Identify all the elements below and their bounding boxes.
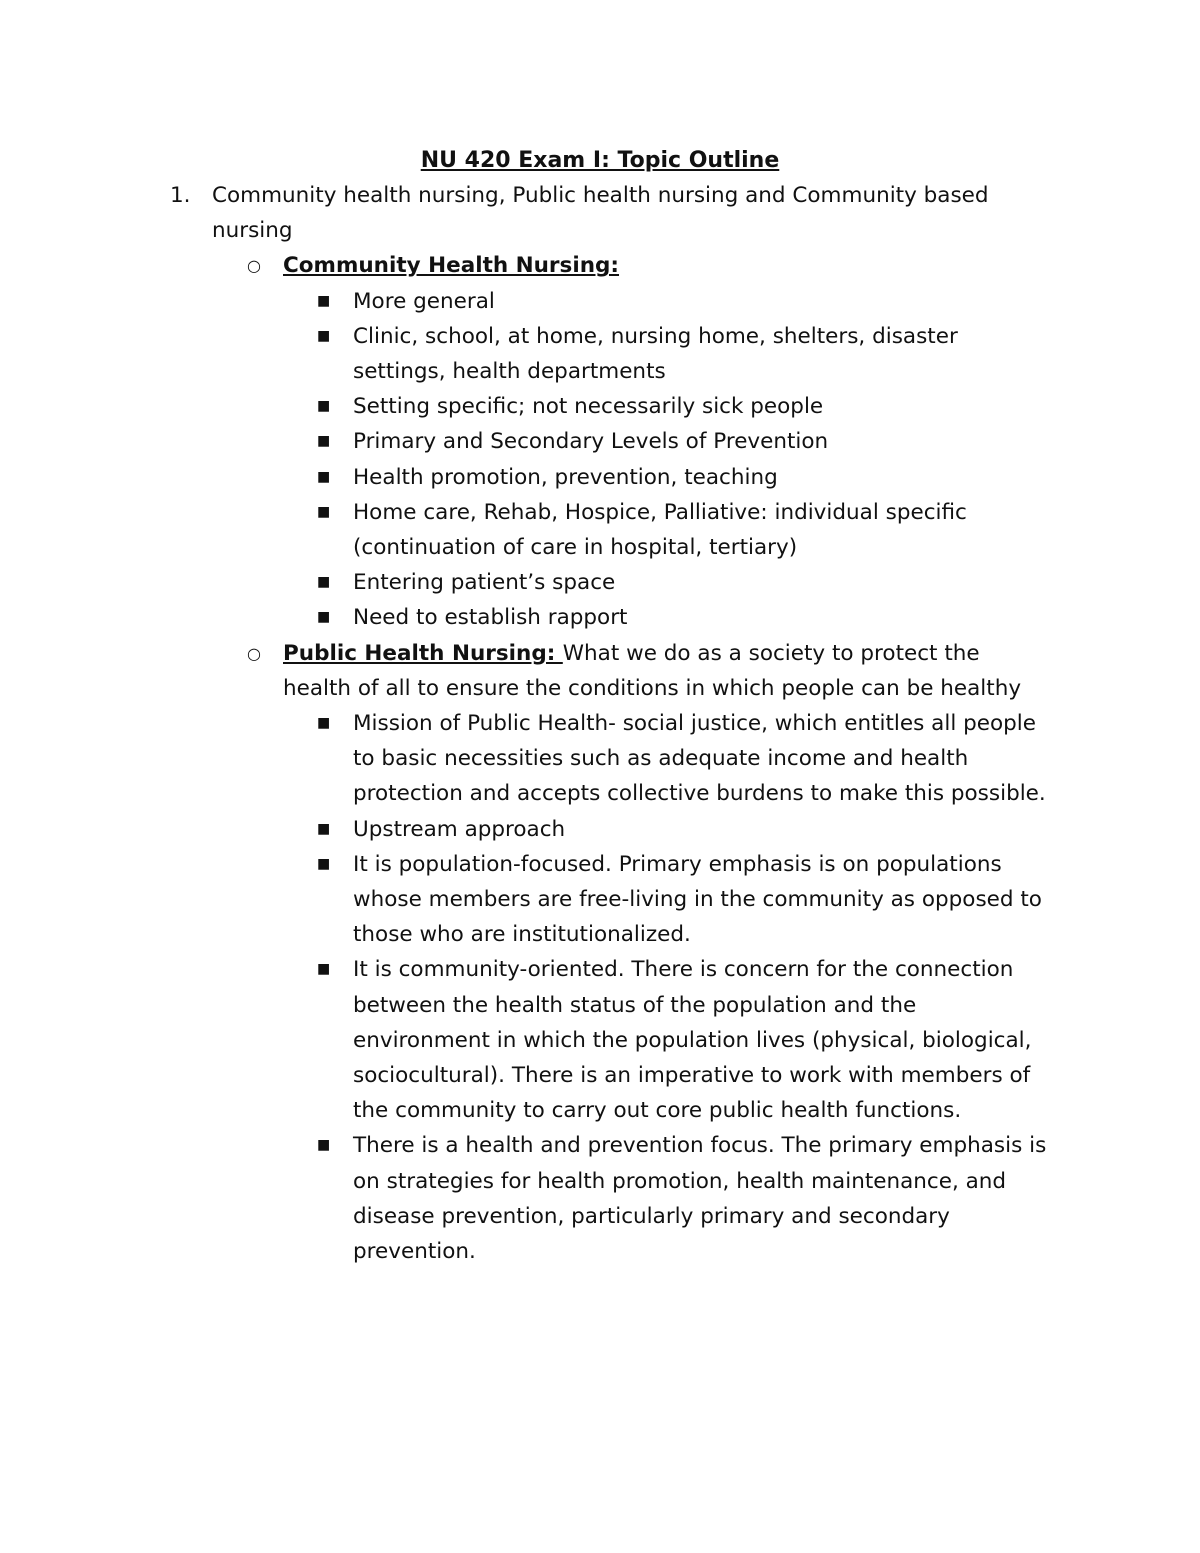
square-bullet-icon: ■ [317, 398, 331, 415]
list-item [0, 952, 1200, 1128]
square-bullet-icon: ■ [317, 292, 331, 309]
list-item-text: Upstream approach [353, 816, 566, 842]
square-bullet-icon: ■ [317, 574, 331, 591]
section-definition: What we do as a society to protect the health of all to ensure the conditions in which people can be healthy [283, 640, 1022, 701]
square-bullet-icon: ■ [317, 503, 331, 520]
square-bullet-icon: ■ [317, 1137, 331, 1154]
list-item [0, 565, 1200, 600]
list-item [0, 847, 1200, 953]
list-item-text: There is a health and prevention focus. The primary emphasis is on strategies for health promotion, health maintenance, and disease prevention, particularly primary and secondary prevention. [353, 1133, 1047, 1265]
section-community-health-nursing [0, 248, 1200, 283]
circle-bullet-icon: ○ [247, 643, 261, 663]
list-item [0, 389, 1200, 424]
list-item-text: Setting specific; not necessarily sick people [353, 394, 824, 420]
list-item [0, 600, 1200, 635]
list-item-text: Entering patient’s space [353, 570, 616, 596]
list-item-text: Primary and Secondary Levels of Prevention [353, 429, 829, 455]
list-item [0, 424, 1200, 459]
circle-bullet-icon: ○ [247, 256, 261, 276]
list-item [0, 1128, 1200, 1269]
list-number: 1. [170, 183, 191, 208]
list-item [0, 495, 1200, 565]
topic-outline [0, 178, 1200, 1269]
list-item [0, 706, 1200, 812]
page-title: NU 420 Exam I: Topic Outline [420, 148, 780, 173]
list-item [0, 812, 1200, 847]
square-bullet-icon: ■ [317, 961, 331, 978]
square-bullet-icon: ■ [317, 715, 331, 732]
section-heading: Community Health Nursing: [283, 253, 620, 279]
list-item-text: It is population-focused. Primary emphasis is on populations whose members are free-living in the community as opposed to those who are institutionalized. [353, 851, 1042, 948]
list-item-text: It is community-oriented. There is concern for the connection between the health status of the population and the environment in which the population lives (physical, biological, sociocultural). There is an imperative to work with members of the community to carry out core public health functions. [353, 957, 1032, 1124]
square-bullet-icon: ■ [317, 327, 331, 344]
list-item-text: Health promotion, prevention, teaching [353, 464, 778, 490]
list-item-text: More general [353, 288, 495, 314]
square-bullet-icon: ■ [317, 433, 331, 450]
list-item [0, 319, 1200, 389]
section-public-health-nursing [0, 636, 1200, 706]
outline-item-text: Community health nursing, Public health nursing and Community based nursing [212, 183, 989, 244]
list-item [0, 460, 1200, 495]
list-item-text: Home care, Rehab, Hospice, Palliative: individual specific (continuation of care in hospital, tertiary) [353, 499, 967, 561]
list-item-text: Need to establish rapport [353, 605, 628, 631]
square-bullet-icon: ■ [317, 609, 331, 626]
section-heading: Public Health Nursing: [283, 640, 563, 666]
square-bullet-icon: ■ [317, 820, 331, 837]
square-bullet-icon: ■ [317, 855, 331, 872]
list-item-text: Clinic, school, at home, nursing home, shelters, disaster settings, health departments [353, 323, 958, 385]
list-item-text: Mission of Public Health- social justice, which entitles all people to basic necessities such as adequate income and health protection and accepts collective burdens to make this possible. [353, 711, 1046, 807]
square-bullet-icon: ■ [317, 468, 331, 485]
outline-item-1 [0, 178, 1200, 248]
list-item [0, 284, 1200, 319]
